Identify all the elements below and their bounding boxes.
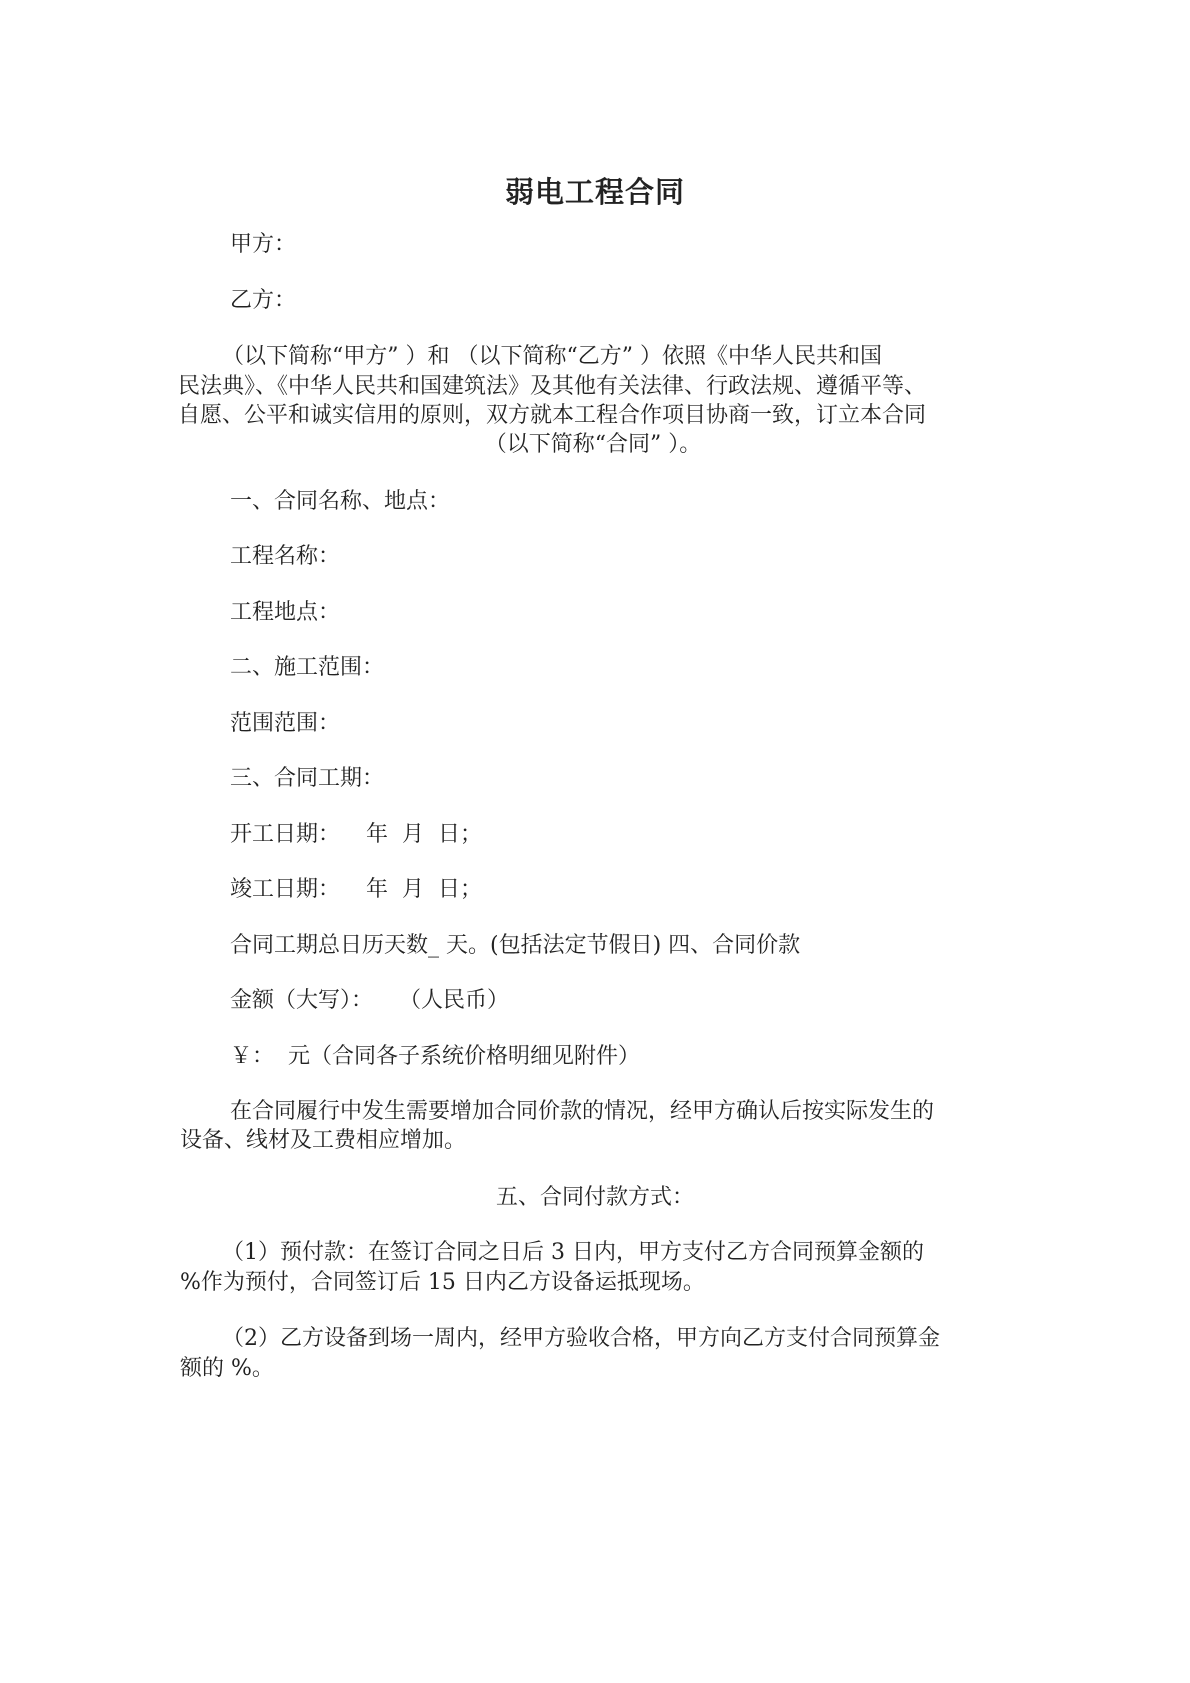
start-month-label: 月: [402, 822, 425, 847]
section3-heading: 三、合同工期：: [230, 766, 385, 791]
party-b-label: 乙方：: [230, 288, 297, 313]
end-date-line: [230, 875, 482, 905]
preamble-line-3: 自愿、公平和诚实信用的原则，双方就本工程合作项目协商一致，订立本合同: [178, 403, 927, 428]
scope-label: 范围范围：: [230, 711, 341, 736]
total-days-line: 合同工期总日历天数_ 天。(包括法定节假日) 四、合同价款: [230, 933, 801, 958]
amount-label: 金额（大写）：: [230, 988, 374, 1013]
start-date-label: 开工日期：: [230, 822, 341, 847]
section1-heading: 一、合同名称、地点：: [230, 489, 451, 514]
currency-note: （人民币）: [399, 988, 510, 1013]
project-name-label: 工程名称：: [230, 544, 341, 569]
section2-heading: 二、施工范围：: [230, 655, 385, 680]
preamble-line-1: （以下简称“甲方” ）和 （以下简称“乙方” ）依照《中华人民共和国: [222, 344, 882, 369]
start-day-label: 日；: [438, 822, 483, 847]
end-date-label: 竣工日期：: [230, 877, 341, 902]
start-year-label: 年: [366, 822, 389, 847]
increase-line-1: 在合同履行中发生需要增加合同价款的情况，经甲方确认后按实际发生的: [230, 1099, 935, 1124]
payment-item2-line-1: （2）乙方设备到场一周内，经甲方验收合格，甲方向乙方支付合同预算金: [222, 1326, 940, 1351]
payment-item1-line-1: （1）预付款：在签订合同之日后 3 日内，甲方支付乙方合同预算金额的: [222, 1240, 924, 1265]
preamble-line-2: 民法典》、《中华人民共和国建筑法》及其他有关法律、行政法规、遵循平等、: [178, 374, 927, 399]
party-a-label: 甲方：: [230, 232, 297, 257]
payment-item2-line-2: 额的 %。: [180, 1356, 274, 1381]
document-title: 弱电工程合同: [504, 175, 685, 209]
end-year-label: 年: [366, 877, 389, 902]
amount-line: [230, 986, 509, 1016]
section5-heading: 五、合同付款方式：: [495, 1185, 694, 1210]
yen-note: 元（合同各子系统价格明细见附件）: [288, 1044, 641, 1069]
end-day-label: 日；: [438, 877, 483, 902]
start-date-line: [230, 820, 482, 850]
yen-label: ￥：: [230, 1044, 275, 1069]
end-month-label: 月: [402, 877, 425, 902]
project-location-label: 工程地点：: [230, 600, 341, 625]
preamble-line-4: （以下简称“合同” ）。: [484, 432, 702, 457]
payment-item1-line-2: %作为预付，合同签订后 15 日内乙方设备运抵现场。: [180, 1270, 705, 1295]
yen-line: [230, 1042, 640, 1072]
increase-line-2: 设备、线材及工费相应增加。: [180, 1128, 467, 1153]
